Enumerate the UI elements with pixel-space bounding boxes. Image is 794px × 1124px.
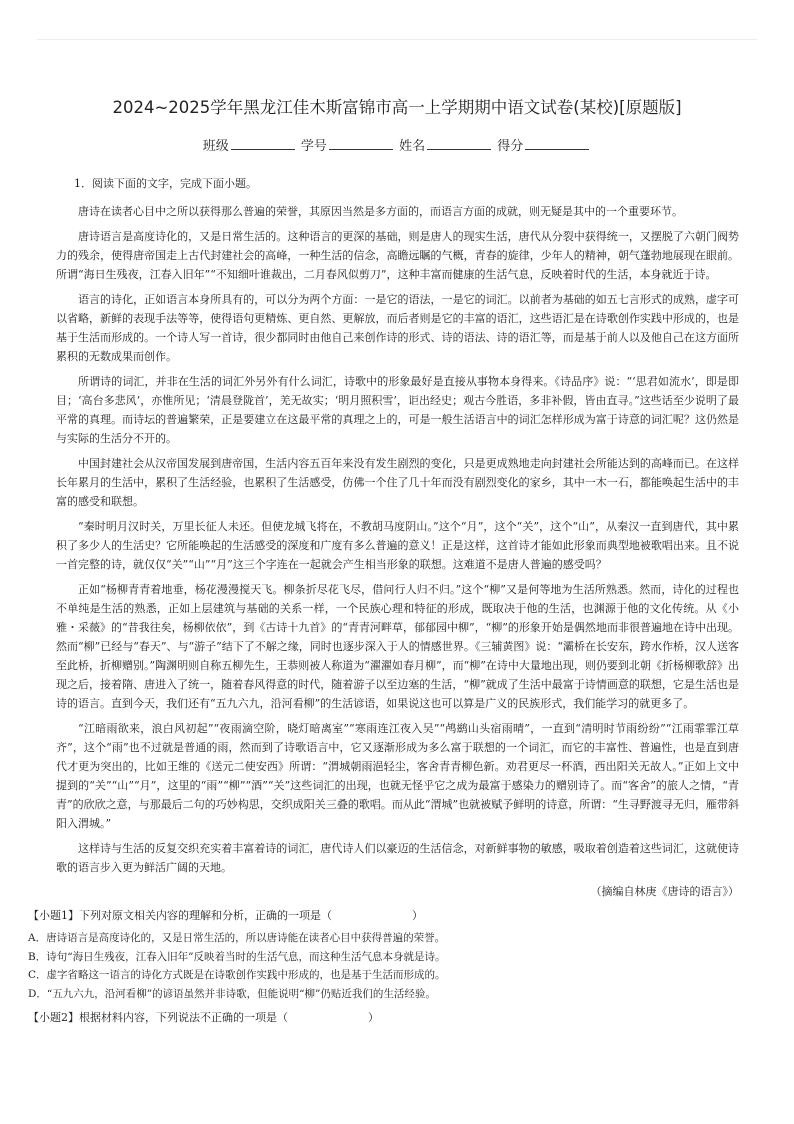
passage-paragraph-8: “江暗雨欲来，浪白风初起”“夜雨滴空阶，晓灯暗离室”“寒雨连江夜入吴”“鸬鹚山头宿雨晴”，一直到“清明时节雨纷纷”“江雨霏霏江草齐”，这个“雨”也不过就是普通的雨，然而到了诗歌语言中，它又逐渐形成为多么富于联想的一个词汇，而它的丰富性、普遍性，也是直到唐代才更为突出的，比如王维的《送元二使安西》所谓：“渭城朝雨浥轻尘，客舍青青柳色新。劝君更尽一杯酒，西出阳关无故人。”正如上文中提到的“关”“山”“月”，这里的“雨”“柳”“酒”“关”这些词汇的出现，也就无怪乎它之成为最富于感染力的赠别诗了。而“客舍”的旅人之情，“青青”的欣欣之意，与那最后二句的巧妙构思，交织成阳关三叠的歌唱。而从此“渭城”也就被赋予鲜明的诗意，所谓：“生寻野渡寻无归，雁带斜阳入渭城。” bbox=[56, 722, 739, 830]
subquestion-1-stem-text: 【小题1】下列对原文相关内容的理解和分析，正确的一项是（ bbox=[28, 909, 332, 922]
score-label: 得分 bbox=[497, 139, 524, 154]
page-title: 2024~2025学年黑龙江佳木斯富锦市高一上学期期中语文试卷(某校)[原题版] bbox=[112, 98, 682, 117]
name-label: 姓名 bbox=[399, 139, 426, 154]
passage-paragraph-1: 唐诗在读者心目中之所以获得那么普遍的荣誉，其原因当然是多方面的，而语言方面的成就，则无疑是其中的一个重要环节。 bbox=[78, 205, 683, 218]
passage-source: （摘编自林庚《唐诗的语言》） bbox=[590, 885, 739, 898]
question-header: 1．阅读下面的文字，完成下面小题。 bbox=[74, 177, 257, 190]
passage-paragraph-4: 所谓诗的词汇，并非在生活的词汇外另外有什么词汇，诗歌中的形象最好是直接从事物本身得来。《诗品序》说：“‘思君如流水’，即是即目；‘高台多悲风’，亦惟所见；‘清晨登陇首’，羌无故实；‘明月照积雪’，讵出经史；观古今胜语，多非补假，皆由直寻。”这些话至少说明了最平常的真理。而诗坛的普遍繁荣，正是要建立在这最平常的真理之上的，可是一般生活语言中的词汇怎样形成为富于诗意的词汇呢？这仍然是与实际的生活分不开的。 bbox=[56, 375, 739, 445]
passage-paragraph-6: “秦时明月汉时关，万里长征人未还。但使龙城飞将在，不教胡马度阴山。”这个“月”，这个“关”，这个“山”，从秦汉一直到唐代，其中累积了多少人的生活史？它所能唤起的生活感受的深度和广度有多么普遍的意义！正是这样，这首诗才能如此形象而典型地被歌唱出来。且不说一首完整的诗，就仅仅“关”“山”“月”这三个字连在一起就会产生相当形象的联想。这难道不是唐人普遍的感受吗？ bbox=[56, 520, 739, 571]
option-a: A．唐诗语言是高度诗化的，又是日常生活的，所以唐诗能在读者心目中获得普遍的荣誉。 bbox=[28, 932, 446, 944]
subquestion-2-stem-text: 【小题2】根据材料内容，下列说法不正确的一项是（ bbox=[28, 1011, 288, 1024]
option-d: D．“五九六九，沿河看柳”的谚语虽然并非诗歌，但能说明“柳”仍贴近我们的生活经验。 bbox=[28, 987, 436, 1000]
passage-paragraph-9: 这样诗与生活的反复交织充实着丰富着诗的词汇，唐代诗人们以豪迈的生活信念，对新鲜事物的敏感，吸取着创造着这些词汇，这就使诗歌的语言步入更为鲜活广阔的天地。 bbox=[56, 842, 739, 874]
student-info-fields bbox=[0, 135, 794, 154]
student-id-blank[interactable] bbox=[329, 137, 393, 150]
option-c: C．虚字省略这一语言的诗化方式既是在诗歌创作实践中形成的，也是基于生活而形成的。 bbox=[28, 969, 446, 981]
subquestion-2-stem bbox=[28, 1009, 739, 1027]
class-label: 班级 bbox=[202, 139, 229, 154]
passage-paragraph-7: 正如“杨柳青青着地垂，杨花漫漫搅天飞。柳条折尽花飞尽，借问行人归不归。”这个“柳”又是何等地为生活所熟悉。然而，诗化的过程也不单纯是生活的熟悉，正如上层建筑与基础的关系一样，一个民族心理和特征的形成，既取决于他的生活，也渊源于他的文化传统。从《小雅・采薇》的“昔我往矣，杨柳依依”，到《古诗十九首》的“青青河畔草，郁郁园中柳”，“柳”的形象开始是偶然地而非很普遍地在诗中出现。然而“柳”已经与“春天”、与“游子”结下了不解之缘，同时也逐步深入于人的情感世界。《三辅黄图》说：“灞桥在长安东，跨水作桥，汉人送客至此桥，折柳赠别。”陶渊明则自称五柳先生，王恭则被人称道为“濯濯如春月柳”，而“柳”在诗中大量地出现，则仍要到北朝《折杨柳歌辞》出现之后，接着隋、唐进入了统一，随着春风得意的时代，随着游子以至边塞的生活，“柳”就成了生活中最富于诗情画意的联想，它是生活也是诗的语言。直到今天，我们还有“五九六九，沿河看柳”的生活谚语，如果说这也可以算是广义的民族形式，我们能学习的就更多了。 bbox=[56, 583, 739, 710]
passage-paragraph-3: 语言的诗化，正如语言本身所具有的，可以分为两个方面：一是它的语法，一是它的词汇。以前者为基础的如五七言形式的成熟，虚字可以省略，新鲜的表现手法等等，使得语句更精炼、更自然、更解放，而后者则是它的丰富的语汇，这些语汇是在诗歌创作实践中形成的，也是基于生活而形成的。一个诗人写一首诗，很少都同时由他自己来创作诗的形式、诗的语法、诗的语汇等，而是基于前人以及他自己在这方面所累积的无数成果而创作。 bbox=[56, 293, 739, 363]
subquestion-2-stem-close: ） bbox=[368, 1011, 379, 1024]
subquestion-1-stem bbox=[28, 907, 739, 925]
score-blank[interactable] bbox=[525, 137, 589, 150]
question-body bbox=[28, 175, 739, 1031]
passage-paragraph-2: 唐诗语言是高度诗化的，又是日常生活的。这种语言的更深的基础，则是唐人的现实生活，唐代从分裂中获得统一，又摆脱了六朝门阀势力的残余，使得唐帝国走上古代封建社会的高峰，一种生活的信念，高瞻远瞩的气概，青春的旋律，少年人的精神，朝气蓬勃地展现在眼前。所谓“海日生残夜，江春入旧年”“不知细叶谁裁出，二月春风似剪刀”，这种丰富而健康的生活气息，反映着时代的生活，本身就近于诗。 bbox=[56, 230, 739, 281]
name-blank[interactable] bbox=[427, 137, 491, 150]
student-id-label: 学号 bbox=[300, 139, 327, 154]
passage-paragraph-5: 中国封建社会从汉帝国发展到唐帝国，生活内容五百年来没有发生剧烈的变化，只是更成熟地走向封建社会所能达到的高峰而已。在这样长年累月的生活中，累积了生活经验，也累积了生活感受，仿佛一个住了几十年而没有剧烈变化的家乡，其中一木一石，都能唤起生活中的丰富的感受和联想。 bbox=[56, 457, 739, 508]
top-divider bbox=[37, 39, 757, 40]
subquestion-1-stem-close: ） bbox=[412, 909, 423, 922]
class-blank[interactable] bbox=[231, 137, 295, 150]
option-b: B．诗句“海日生残夜，江春入旧年”反映着当时的生活气息，而这种生活气息本身就是诗。 bbox=[28, 950, 446, 963]
